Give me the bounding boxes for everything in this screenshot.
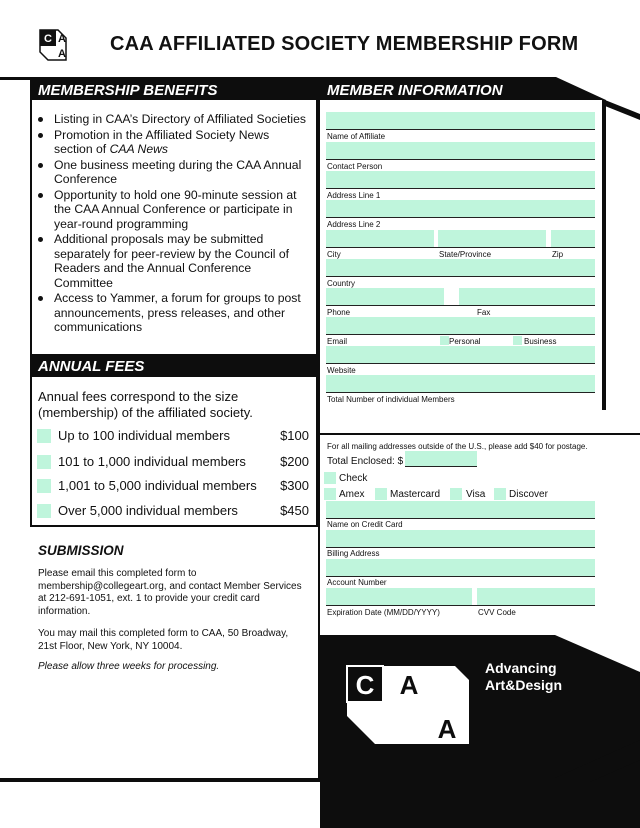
fee-row: Up to 100 individual members $100 [37, 428, 309, 446]
divider [326, 547, 595, 548]
visa-label: Visa [466, 489, 486, 500]
phone-label: Phone [327, 308, 351, 317]
expiration-input[interactable] [326, 588, 472, 605]
country-input[interactable] [326, 259, 595, 276]
divider [326, 334, 595, 335]
submission-mail-text: You may mail this completed form to CAA, 50 Broadway, 21st Floor, New York, NY 10004. [38, 628, 289, 652]
divider [326, 305, 595, 306]
tagline-line2: Art&Design [485, 677, 563, 693]
mastercard-checkbox[interactable] [375, 488, 387, 500]
payment-rule [320, 433, 640, 435]
check-label: Check [339, 473, 368, 484]
fee-checkbox[interactable] [37, 429, 51, 443]
tagline-line1: Advancing [485, 660, 557, 676]
cvv-label: CVV Code [478, 608, 516, 617]
fee-checkbox[interactable] [37, 504, 51, 518]
divider [326, 363, 595, 364]
submission-heading: SUBMISSION [38, 543, 124, 558]
personal-label: Personal [449, 337, 481, 346]
divider [326, 217, 595, 218]
svg-text:C: C [355, 670, 375, 700]
svg-text:C: C [44, 33, 52, 45]
mastercard-label: Mastercard [390, 489, 441, 500]
svg-text:A: A [399, 670, 419, 700]
form-title: CAA AFFILIATED SOCIETY MEMBERSHIP FORM [110, 33, 579, 55]
city-label: City [327, 250, 341, 259]
caa-logo-large [345, 664, 471, 746]
zip-label: Zip [552, 250, 564, 259]
discover-label: Discover [509, 489, 548, 500]
fee-row: 1,001 to 5,000 individual members $300 [37, 478, 309, 496]
contact-person-label: Contact Person [327, 162, 383, 171]
business-label: Business [524, 337, 557, 346]
divider [326, 159, 595, 160]
list-item: Listing in CAA’s Directory of Affiliated Societies [38, 112, 306, 127]
check-checkbox[interactable] [324, 472, 336, 484]
billing-address-input[interactable] [326, 530, 595, 547]
total-enclosed-input[interactable] [405, 451, 477, 467]
total-members-label: Total Number of individual Members [327, 395, 455, 404]
divider [326, 188, 595, 189]
total-enclosed-label: Total Enclosed: $ [327, 456, 404, 467]
address-line2-input[interactable] [326, 200, 595, 217]
submission-email-text: Please email this completed form to membership@collegeart.org, and contact Member Services at 212-691-1051, ext. 1 to provide your credit card information. [38, 568, 302, 617]
affiliate-name-label: Name of Affiliate [327, 132, 386, 141]
payment-note: For all mailing addresses outside of the U.S., please add $40 for postage. [327, 442, 588, 451]
fees-intro: Annual fees correspond to the size (membership) of the affiliated society. [38, 389, 253, 420]
fee-row: Over 5,000 individual members $450 [37, 503, 309, 521]
city-input[interactable] [326, 230, 434, 247]
divider [326, 276, 595, 277]
list-item: Additional proposals may be submitted separately for peer-review by the Council of Readers and the Annual Conference Committee [38, 232, 306, 290]
zip-input[interactable] [551, 230, 595, 247]
website-input[interactable] [326, 346, 595, 363]
account-number-label: Account Number [327, 578, 387, 587]
divider [326, 392, 595, 393]
tagline [485, 660, 562, 694]
billing-address-label: Billing Address [327, 549, 380, 558]
list-item: Opportunity to hold one 90-minute session at the CAA Annual Conference or participate in year-round programming [38, 188, 306, 232]
fee-checkbox[interactable] [37, 455, 51, 469]
email-input[interactable] [326, 317, 595, 334]
name-on-card-label: Name on Credit Card [327, 520, 403, 529]
member-info-heading: MEMBER INFORMATION [327, 82, 503, 99]
svg-text:A: A [437, 714, 457, 744]
list-item: One business meeting during the CAA Annual Conference [38, 158, 306, 187]
benefits-heading: MEMBERSHIP BENEFITS [38, 82, 218, 99]
affiliate-name-input[interactable] [326, 112, 595, 129]
address-line2-label: Address Line 2 [327, 220, 381, 229]
submission-note: Please allow three weeks for processing. [38, 661, 220, 672]
benefits-list [38, 112, 306, 336]
state-input[interactable] [438, 230, 546, 247]
fee-checkbox[interactable] [37, 479, 51, 493]
caa-logo-small [38, 28, 94, 62]
email-label: Email [327, 337, 348, 346]
visa-checkbox[interactable] [450, 488, 462, 500]
divider [326, 605, 595, 606]
contact-person-input[interactable] [326, 142, 595, 159]
list-item: Access to Yammer, a forum for groups to post announcements, press releases, and other communications [38, 291, 306, 335]
phone-input[interactable] [326, 288, 444, 305]
cvv-input[interactable] [477, 588, 595, 605]
expiration-label: Expiration Date (MM/DD/YYYY) [327, 608, 440, 617]
divider [326, 129, 595, 130]
payment-heading: PAYMENT [327, 414, 403, 431]
personal-checkbox[interactable] [440, 336, 449, 345]
fax-label: Fax [477, 308, 491, 317]
list-item: Promotion in the Affiliated Society News section of CAA News [38, 128, 306, 157]
svg-text:A: A [58, 48, 66, 60]
address-line1-label: Address Line 1 [327, 191, 381, 200]
country-label: Country [327, 279, 356, 288]
fax-input[interactable] [459, 288, 595, 305]
divider [326, 247, 595, 248]
fee-row: 101 to 1,000 individual members $200 [37, 454, 309, 472]
name-on-card-input[interactable] [326, 501, 595, 518]
website-label: Website [327, 366, 356, 375]
amex-checkbox[interactable] [324, 488, 336, 500]
fees-heading: ANNUAL FEES [38, 358, 145, 375]
amex-label: Amex [339, 489, 365, 500]
state-label: State/Province [439, 250, 492, 259]
address-line1-input[interactable] [326, 171, 595, 188]
total-members-input[interactable] [326, 375, 595, 392]
account-number-input[interactable] [326, 559, 595, 576]
discover-checkbox[interactable] [494, 488, 506, 500]
svg-text:A: A [58, 33, 66, 45]
divider [326, 518, 595, 519]
business-checkbox[interactable] [513, 336, 522, 345]
divider [326, 576, 595, 577]
